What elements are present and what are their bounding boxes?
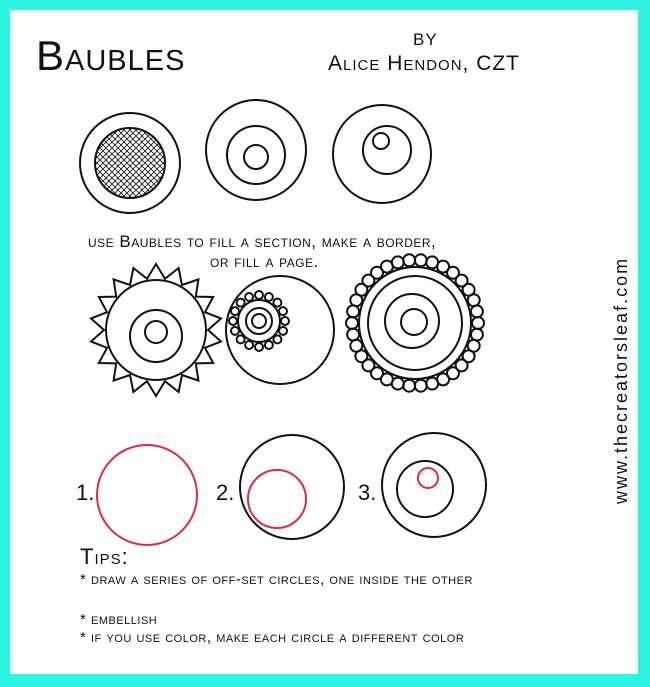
bead: [346, 317, 358, 329]
bead: [347, 305, 359, 317]
bead: [350, 340, 362, 352]
bead: [229, 317, 237, 325]
bead: [279, 307, 287, 315]
bauble-beaded-border: [346, 254, 484, 391]
tip-item: * draw a series of off-set circles, one inside the other: [80, 571, 473, 588]
step-one-drawing: [97, 445, 197, 545]
bead: [265, 341, 273, 349]
bead: [265, 293, 273, 301]
bead: [471, 305, 483, 317]
bead: [245, 293, 253, 301]
bead: [273, 335, 281, 343]
bead: [231, 327, 239, 335]
worksheet-card: [10, 10, 638, 674]
bauble-sun: [91, 264, 221, 396]
bead: [415, 254, 427, 266]
tips-heading: Tips:: [80, 544, 129, 569]
bauble-offset: [333, 105, 431, 203]
bead: [471, 329, 483, 341]
bead: [415, 380, 427, 392]
instruction-line-2: or fill a page.: [210, 252, 319, 271]
bead: [245, 341, 253, 349]
bauble-beaded-inner: [226, 276, 334, 384]
bead: [255, 291, 263, 299]
bead: [347, 329, 359, 341]
step-number-3: 3.: [358, 480, 377, 505]
bead: [281, 317, 289, 325]
bead: [392, 256, 404, 268]
author-name: Alice Hendon, CZT: [328, 52, 521, 75]
bead: [237, 299, 245, 307]
step-number-2: 2.: [216, 480, 235, 505]
bead: [403, 380, 415, 392]
bead: [231, 307, 239, 315]
bauble-nested-three: [206, 100, 306, 200]
byline-label: BY: [413, 30, 438, 49]
bead: [426, 378, 438, 390]
tip-item: * embellish: [80, 611, 158, 628]
step-three-drawing: [382, 433, 486, 537]
instruction-line-1: use Baubles to fill a section, make a border,: [88, 232, 437, 251]
bead: [237, 335, 245, 343]
bead: [472, 317, 484, 329]
bead: [468, 294, 480, 306]
bead: [403, 254, 415, 266]
page-title: Baubles: [36, 32, 186, 79]
tip-item: * if you use color, make each circle a different color: [80, 629, 465, 646]
bead: [273, 299, 281, 307]
step-two-drawing: [240, 435, 344, 539]
bead: [255, 343, 263, 351]
step-number-1: 1.: [76, 480, 95, 505]
bauble-hatched: [80, 113, 180, 213]
website-url: www.thecreatorsleaf.com: [611, 256, 631, 504]
bead: [279, 327, 287, 335]
